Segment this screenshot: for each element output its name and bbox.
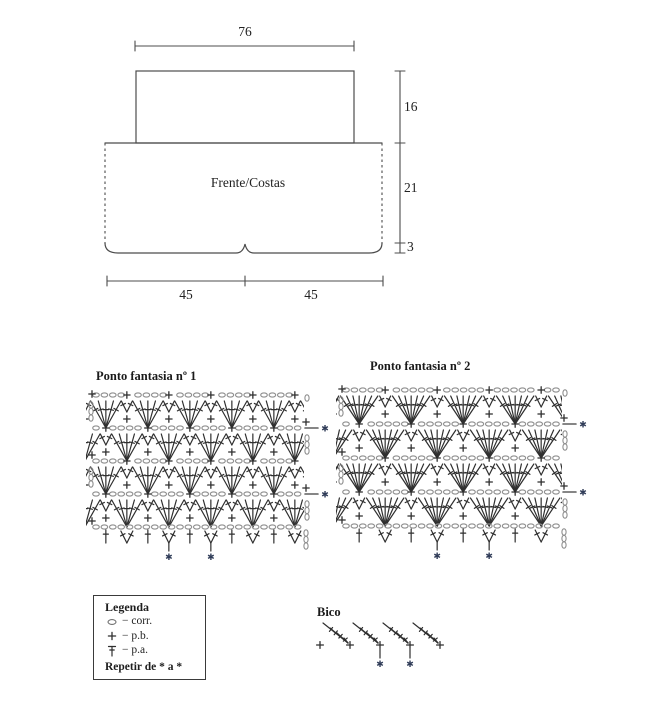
dim-top-width: 76 — [238, 24, 252, 39]
stitch-chart-2 — [336, 383, 594, 567]
bico-chart — [312, 618, 472, 680]
double-crochet-icon — [105, 644, 120, 657]
dim-bottom-right: 45 — [304, 287, 318, 302]
svg-text:✱: ✱ — [433, 552, 441, 562]
legend-row-sc — [105, 629, 201, 644]
legend-row-dc — [105, 643, 201, 658]
svg-text:✱: ✱ — [376, 660, 384, 670]
chart2-title: Ponto fantasia nº 2 — [370, 359, 471, 373]
svg-text:✱: ✱ — [321, 490, 329, 501]
legend-box — [93, 595, 206, 680]
legend-row-chain — [105, 614, 201, 629]
svg-text:✱: ✱ — [406, 660, 414, 670]
legend-title: Legenda — [105, 600, 150, 614]
svg-text:✱: ✱ — [579, 488, 587, 499]
svg-text:✱: ✱ — [321, 424, 329, 435]
dim-body-height: 21 — [404, 180, 418, 195]
stitch-chart-1 — [86, 388, 336, 568]
svg-text:✱: ✱ — [165, 553, 173, 563]
svg-text:✱: ✱ — [207, 553, 215, 563]
chain-icon — [105, 615, 120, 628]
legend-repeat-note: Repetir de * a * — [105, 660, 183, 673]
garment-schematic — [90, 25, 435, 300]
chart1-title: Ponto fantasia nº 1 — [96, 369, 197, 383]
dim-yoke-height: 16 — [404, 99, 418, 114]
piece-label: Frente/Costas — [210, 175, 286, 190]
legend-label-dc: − p.a. — [122, 644, 148, 657]
bico-title: Bico — [317, 605, 341, 619]
legend-label-chain: − corr. — [122, 615, 153, 628]
dim-edge-height: 3 — [407, 239, 414, 254]
dim-bottom-left: 45 — [179, 287, 193, 302]
single-crochet-icon — [105, 629, 120, 642]
svg-text:✱: ✱ — [579, 420, 587, 431]
legend-label-sc: − p.b. — [122, 629, 149, 642]
svg-text:✱: ✱ — [485, 552, 493, 562]
